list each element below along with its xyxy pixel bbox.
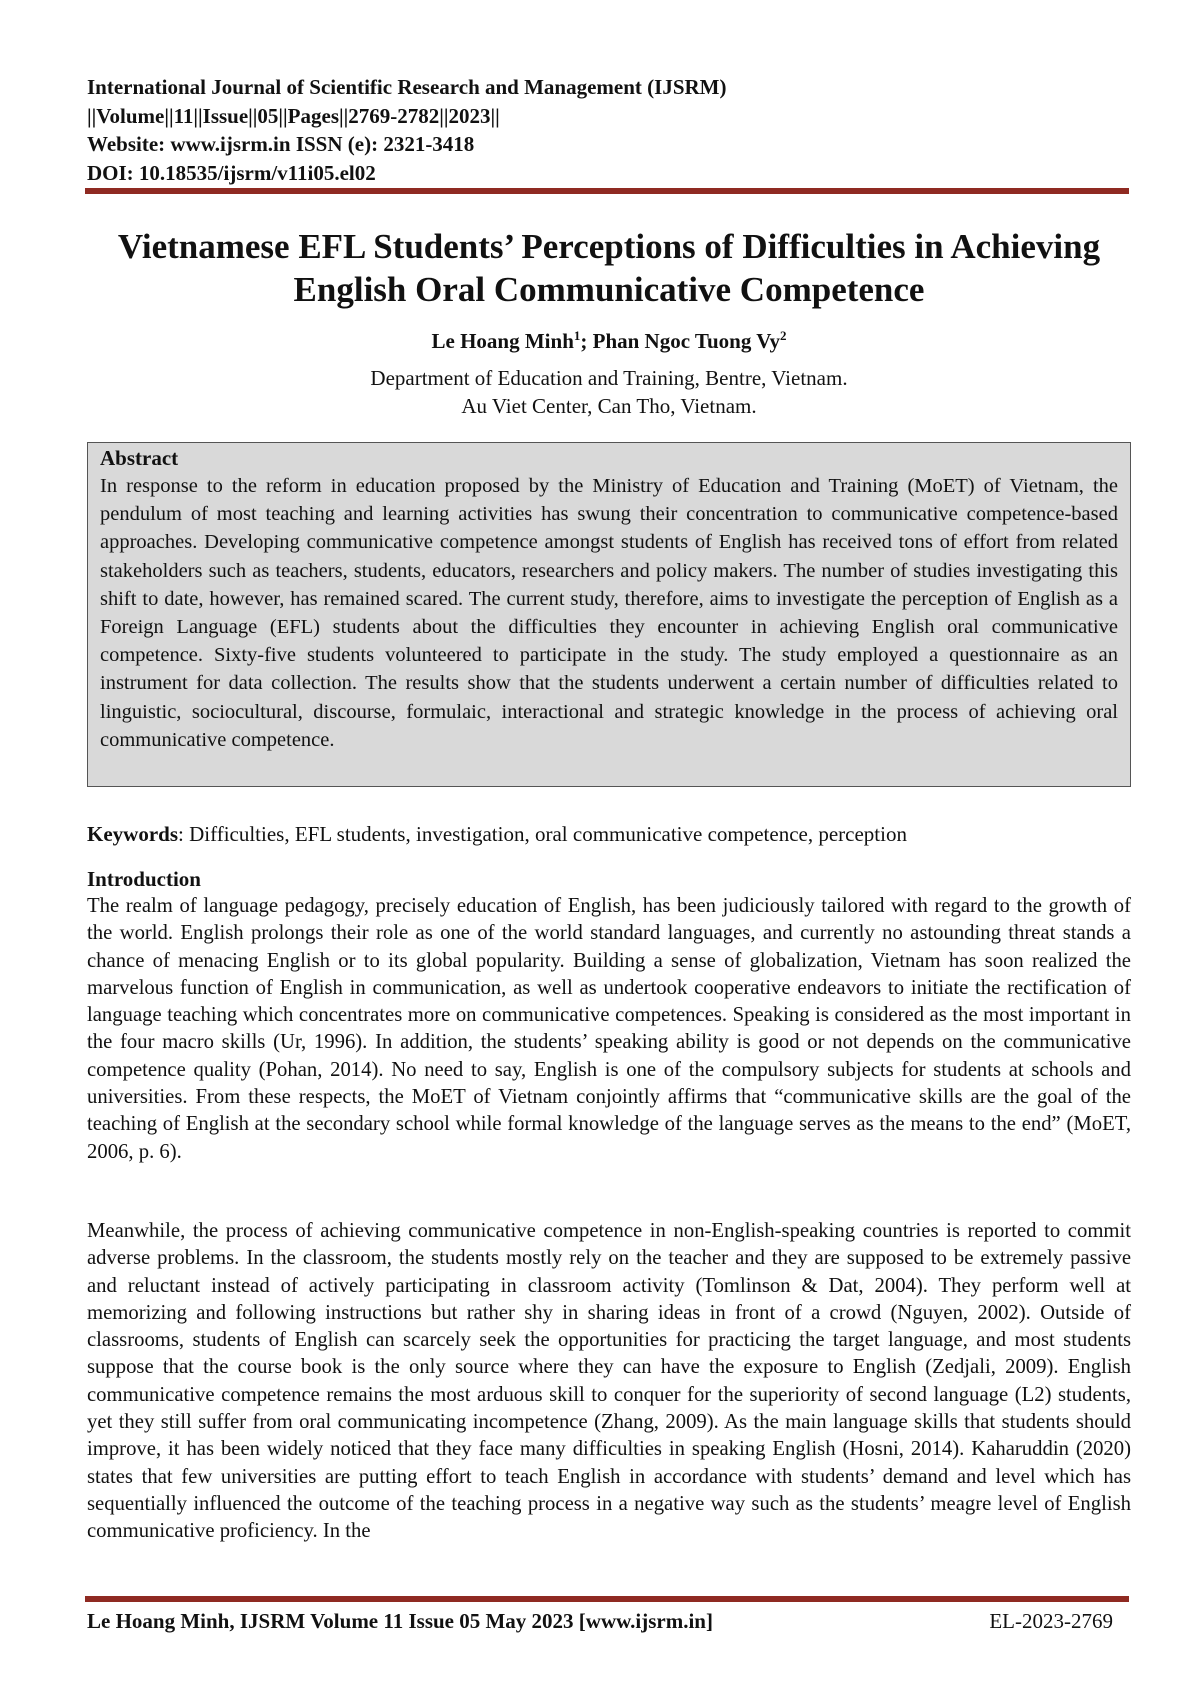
introduction-paragraph-1: The realm of language pedagogy, precisely education of English, has been judiciously tailored with regard to the growth of the world. English prolongs their role as one of the world standard languages, and currently no astounding threat stands a chance of menacing English or to its global popularity. Building a sense of globalization, Vietnam has soon realized the marvelous function of English in communication, as well as undertook cooperative endeavors to initiate the rectification of language teaching which concentrates more on communicative competences. Speaking is considered as the most important in the four macro skills (Ur, 1996). In addition, the students’ speaking ability is good or not depends on the communicative competence quality (Pohan, 2014). No need to say, English is one of the compulsory subjects for students at schools and universities. From these respects, the MoET of Vietnam conjointly affirms that “communicative skills are the goal of the teaching of English at the secondary school while formal knowledge of the language serves as the means to the end” (MoET, 2006, p. 6). — [87, 895, 1131, 1163]
footer-page-id: EL-2023-2769 — [989, 1609, 1113, 1633]
title-line-2: English Oral Communicative Competence — [293, 270, 925, 309]
affiliations — [87, 364, 1131, 420]
introduction-paragraph-2: Meanwhile, the process of achieving communicative competence in non-English-speaking countries is reported to commit adverse problems. In the classroom, the students mostly rely on the teacher and they are supposed to be extremely passive and reluctant instead of actively participating in classroom activity (Tomlinson & Dat, 2004). They perform well at memorizing and following instructions but rather shy in sharing ideas in front of a crowd (Nguyen, 2002). Outside of classrooms, students of English can scarcely seek the opportunities for practicing the target language, and most students suppose that the course book is the only source where they can have the exposure to English (Zedjali, 2009). English communicative competence remains the most arduous skill to conquer for the superiority of second language (L2) students, yet they still suffer from oral communicating incompetence (Zhang, 2009). As the main language skills that students should improve, it has been widely noticed that they face many difficulties in speaking English (Hosni, 2014). Kaharuddin (2020) states that few universities are putting effort to teach English in accordance with students’ demand and level which has sequentially influenced the outcome of the teaching process in a negative way such as the students’ meagre level of English communicative proficiency. In the — [87, 1220, 1131, 1543]
title-line-1: Vietnamese EFL Students’ Perceptions of Difficulties in Achieving — [117, 227, 1101, 266]
abstract-heading: Abstract — [100, 446, 179, 470]
paper-title — [87, 225, 1131, 311]
volume-info: ||Volume||11||Issue||05||Pages||2769-2782||2023|| — [87, 103, 500, 128]
author-2-affiliation-mark: 2 — [779, 328, 787, 343]
authors — [87, 322, 1131, 355]
author-1: Le Hoang Minh — [431, 329, 574, 353]
header-rule — [85, 188, 1129, 194]
keywords-label: Keywords — [87, 822, 178, 846]
footer-citation: Le Hoang Minh, IJSRM Volume 11 Issue 05 May 2023 [www.ijsrm.in] — [87, 1609, 713, 1633]
footer-rule — [85, 1596, 1129, 1602]
affiliation-1: Department of Education and Training, Bentre, Vietnam. — [370, 366, 848, 390]
keywords-text: : Difficulties, EFL students, investigation, oral communicative competence, perception — [178, 822, 907, 846]
website-issn: Website: www.ijsrm.in ISSN (e): 2321-3418 — [87, 132, 475, 156]
author-2: Phan Ngoc Tuong Vy — [592, 329, 780, 353]
abstract-text: In response to the reform in education proposed by the Ministry of Education and Training (MoET) of Vietnam, the pendulum of most teaching and learning activities has swung their concentration to communicative competence-based approaches. Developing communicative competence amongst students of English has received tons of effort from related stakeholders such as teachers, students, educators, researchers and policy makers. The number of studies investigating this shift to date, however, has remained scared. The current study, therefore, aims to investigate the perception of English as a Foreign Language (EFL) students about the difficulties they encounter in achieving English oral communicative competence. Sixty-five students volunteered to participate in the study. The study employed a questionnaire as an instrument for data collection. The results show that the students underwent a certain number of difficulties related to linguistic, sociocultural, discourse, formulaic, interactional and strategic knowledge in the process of achieving oral communicative competence. — [100, 475, 1118, 751]
introduction-heading: Introduction — [87, 867, 201, 891]
affiliation-2: Au Viet Center, Can Tho, Vietnam. — [461, 394, 757, 418]
abstract-box — [87, 442, 1131, 787]
keywords — [87, 820, 1131, 848]
journal-name: International Journal of Scientific Research and Management (IJSRM) — [87, 75, 727, 99]
journal-header — [87, 73, 1117, 187]
doi: DOI: 10.18535/ijsrm/v11i05.el02 — [87, 160, 376, 185]
author-1-affiliation-mark: 1 — [573, 328, 581, 343]
author-separator: ; — [580, 329, 593, 353]
